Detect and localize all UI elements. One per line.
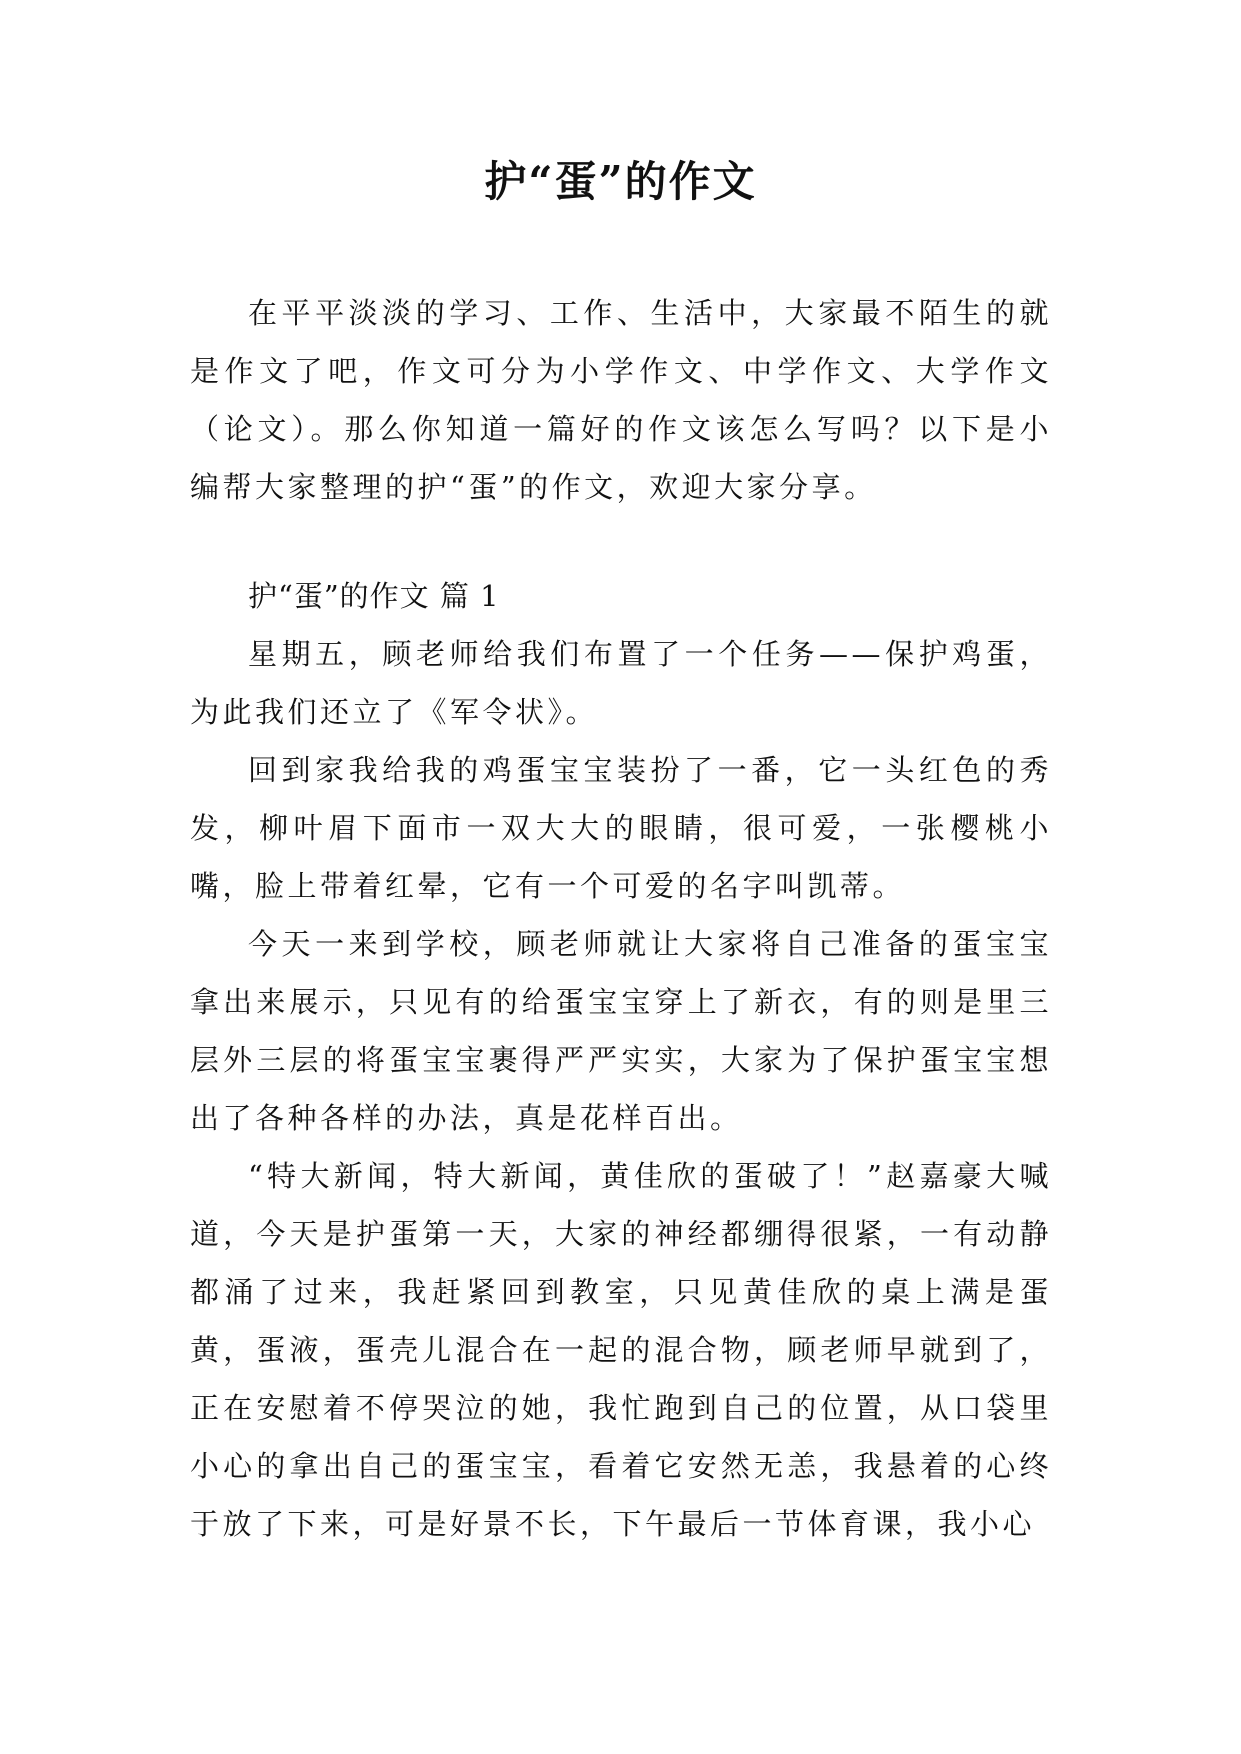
body-paragraph: “特大新闻，特大新闻，黄佳欣的蛋破了！”赵嘉豪大喊道，今天是护蛋第一天，大家的神经都绷得很紧，一有动静都涌了过来，我赶紧回到教室，只见黄佳欣的桌上满是蛋黄，蛋液，蛋壳儿混合在一起的混合物，顾老师早就到了，正在安慰着不停哭泣的她，我忙跑到自己的位置，从口袋里小心的拿出自己的蛋宝宝，看着它安然无恙，我悬着的心终于放了下来，可是好景不长，下午最后一节体育课，我小心 <box>190 1159 1052 1541</box>
body-paragraph: 回到家我给我的鸡蛋宝宝装扮了一番，它一头红色的秀发，柳叶眉下面市一双大大的眼睛，很可爱，一张樱桃小嘴，脸上带着红晕，它有一个可爱的名字叫凯蒂。 <box>190 753 1052 903</box>
section-heading: 护“蛋”的作文 篇 1 <box>248 579 500 613</box>
document-body <box>190 284 1052 1553</box>
intro-paragraph: 在平平淡淡的学习、工作、生活中，大家最不陌生的就是作文了吧，作文可分为小学作文、中学作文、大学作文（论文）。那么你知道一篇好的作文该怎么写吗？以下是小编帮大家整理的护“蛋”的作文，欢迎大家分享。 <box>190 296 1052 504</box>
body-paragraph: 星期五，顾老师给我们布置了一个任务——保护鸡蛋，为此我们还立了《军令状》。 <box>190 637 1052 729</box>
document-title: 护“蛋”的作文 <box>484 157 757 206</box>
body-paragraph: 今天一来到学校，顾老师就让大家将自己准备的蛋宝宝拿出来展示，只见有的给蛋宝宝穿上了新衣，有的则是里三层外三层的将蛋宝宝裹得严严实实，大家为了保护蛋宝宝想出了各种各样的办法，真是花样百出。 <box>190 927 1052 1135</box>
